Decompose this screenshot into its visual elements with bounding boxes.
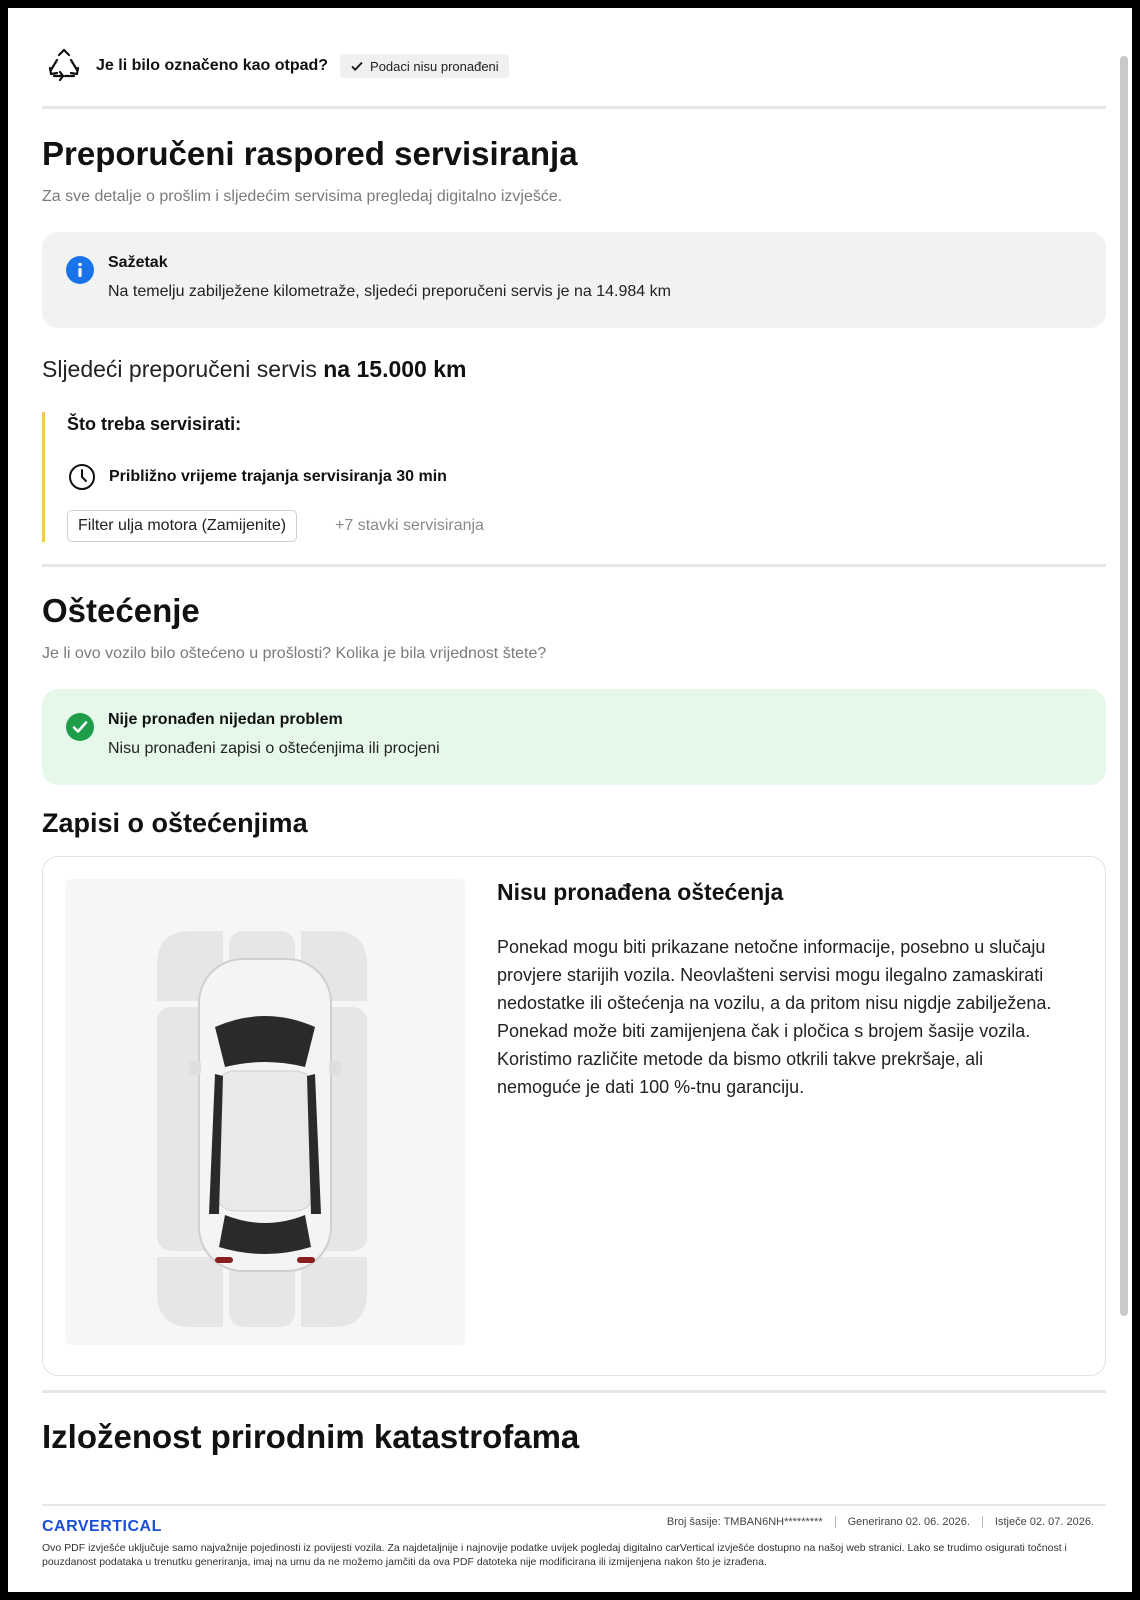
recycle-icon [42,44,86,88]
scrap-row [42,44,509,88]
scrap-status-text: Podaci nisu pronađeni [370,58,499,74]
report-meta [655,1516,1106,1528]
summary-box [42,232,1106,328]
service-section-title: Preporučeni raspored servisiranja [42,135,578,172]
report-page [8,8,1132,1592]
damage-records-title: Zapisi o oštećenjima [42,808,308,838]
carvertical-logo: CARVERTICAL [42,1518,162,1535]
vin-text: Broj šasije: TMBAN6NH********* [666,1516,823,1528]
scrap-status-badge [340,54,509,78]
service-items-title: Što treba servisirati: [67,414,242,434]
service-item-chip[interactable]: Filter ulja motora (Zamijenite) [67,510,297,542]
more-service-items-link[interactable]: +7 stavki servisiranja [335,517,484,534]
scrap-question: Je li bilo označeno kao otpad? [96,57,329,74]
check-icon [350,59,364,73]
next-service-heading [42,356,466,383]
damage-status-title: Nije pronađen nijedan problem [108,711,343,728]
summary-text: Na temelju zabilježene kilometraže, sljedeći preporučeni servis je na 14.984 km [108,283,671,300]
damage-subtitle: Je li ovo vozilo bilo oštećeno u prošlosti? Kolika je bila vrijednost štete? [42,645,547,662]
damage-records-card [42,856,1106,1376]
info-icon [66,256,94,284]
next-service-value: na 15.000 km [323,356,467,382]
summary-title: Sažetak [108,254,168,271]
next-service-label: Sljedeći preporučeni servis [42,356,317,382]
service-duration [67,462,447,492]
service-items-block [42,412,642,542]
records-card-title: Nisu pronađena oštećenja [497,879,784,905]
expiry-date: Istječe 02. 07. 2026. [982,1516,1106,1528]
records-card-text: Ponekad mogu biti prikazane netočne informacije, posebno u slučaju provjere starijih vozila. Neovlašteni servisi mogu ilegalno zamaskirati nedostatke ili oštećenja na vozilu, a da pritom nisu nigdje zabilježena. Ponekad može biti zamijenjena čak i pločica s brojem šasije vozila. Koristimo različite metode da bismo otkrili takve prekršaje, ali nemoguće je dati 100 %-tnu garanciju. [497,937,1052,1097]
divider [42,106,1106,109]
generated-date: Generirano 02. 06. 2026. [835,1516,982,1528]
service-duration-text: Približno vrijeme trajanja servisiranja 30 min [109,468,447,485]
car-damage-diagram [65,879,465,1345]
damage-status-text: Nisu pronađeni zapisi o oštećenjima ili procjeni [108,740,440,757]
footer-disclaimer: Ovo PDF izvješće uključuje samo najvažnije pojedinosti iz povijesti vozila. Za najdetaljnije i najnovije podatke uvijek pogledaj digitalno carVertical izvješće dostupno na našoj web stranici. Lako se trudimo osigurati točnost i pouzdanost podataka u trenutku generiranja, imaj na umu da ne možemo jamčiti da ova PDF datoteka nije modificirana ili izmijenjena nakon što je izrađena. [42,1542,1067,1568]
service-subtitle: Za sve detalje o prošlim i sljedećim servisima pregledaj digitalno izvješće. [42,188,563,205]
divider [42,1390,1106,1393]
damage-status-box [42,689,1106,785]
divider [42,1504,1106,1506]
divider [42,564,1106,567]
clock-icon [67,462,97,492]
disasters-section-title: Izloženost prirodnim katastrofama [42,1418,580,1455]
scrollbar[interactable] [1120,56,1128,1316]
check-circle-icon [66,713,94,741]
damage-section-title: Oštećenje [42,592,200,629]
car-top-view-image [65,879,465,1345]
